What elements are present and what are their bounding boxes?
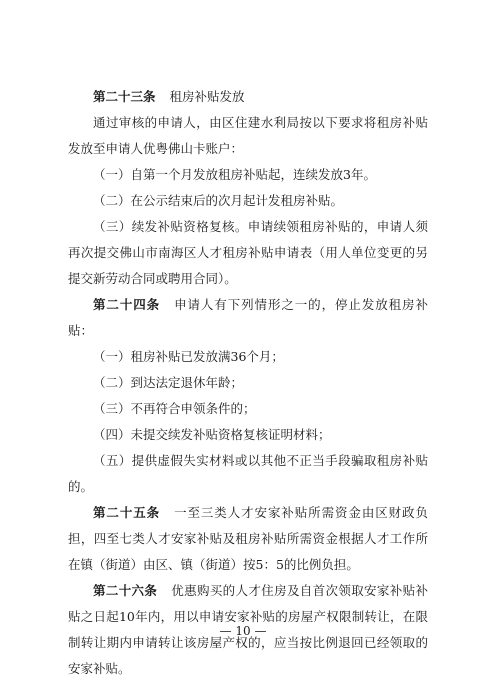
article-23-item-3: （三）续发补贴资格复核。申请续领租房补贴的，申请人须再次提交佛山市南海区人才租房补贴申请表（用人单位变更的另提交新劳动合同或聘用合同）。	[68, 219, 428, 286]
article-24-item-1: （一）租房补贴已发放满36个月；	[93, 349, 284, 364]
article-24-item-3: （三）不再符合申领条件的；	[93, 401, 256, 416]
article-25-paragraph	[68, 500, 428, 578]
article-23-heading-line	[68, 84, 428, 110]
article-23-item-1: （一）自第一个月发放租房补贴起，连续发放3年。	[93, 167, 376, 182]
article-23-para-1: 通过审核的申请人，由区住建水利局按以下要求将租房补贴发放至申请人优粤佛山卡账户：	[68, 115, 428, 156]
article-24-number: 第二十四条	[93, 297, 161, 312]
article-24-item-4: （四）未提交续发补贴资格复核证明材料；	[93, 427, 331, 442]
article-23-item-2: （二）在公示结束后的次月起计发租房补贴。	[93, 193, 344, 208]
article-23-number: 第二十三条	[93, 89, 156, 104]
article-25-text: 一至三类人才安家补贴所需资金由区财政负担，四至七类人才安家补贴及租房补贴所需资金根据人才工作所在镇（街道）由区、镇（街道）按5：5的比例负担。	[68, 505, 428, 572]
article-23-title: 租房补贴发放	[169, 89, 245, 104]
page-number: — 10 —	[219, 624, 267, 638]
article-24-item-2: （二）到达法定退休年龄；	[93, 375, 244, 390]
document-body	[68, 84, 428, 682]
article-24-heading-line	[68, 292, 428, 344]
article-24-title: 申请人有下列情形之一的，停止发放租房补贴：	[68, 297, 428, 338]
article-25-number: 第二十五条	[93, 505, 161, 520]
article-26-number: 第二十六条	[93, 583, 158, 598]
article-24-item-5: （五）提供虚假失实材料或以其他不正当手段骗取租房补贴的。	[68, 453, 428, 494]
article-26-text: 优惠购买的人才住房及自首次领取安家补贴补贴之日起10年内，用以申请安家补贴的房屋产权限制转让，在限制转让期内申请转让该房屋产权的，应当按比例退回已经领取的安家补贴。	[68, 583, 428, 676]
